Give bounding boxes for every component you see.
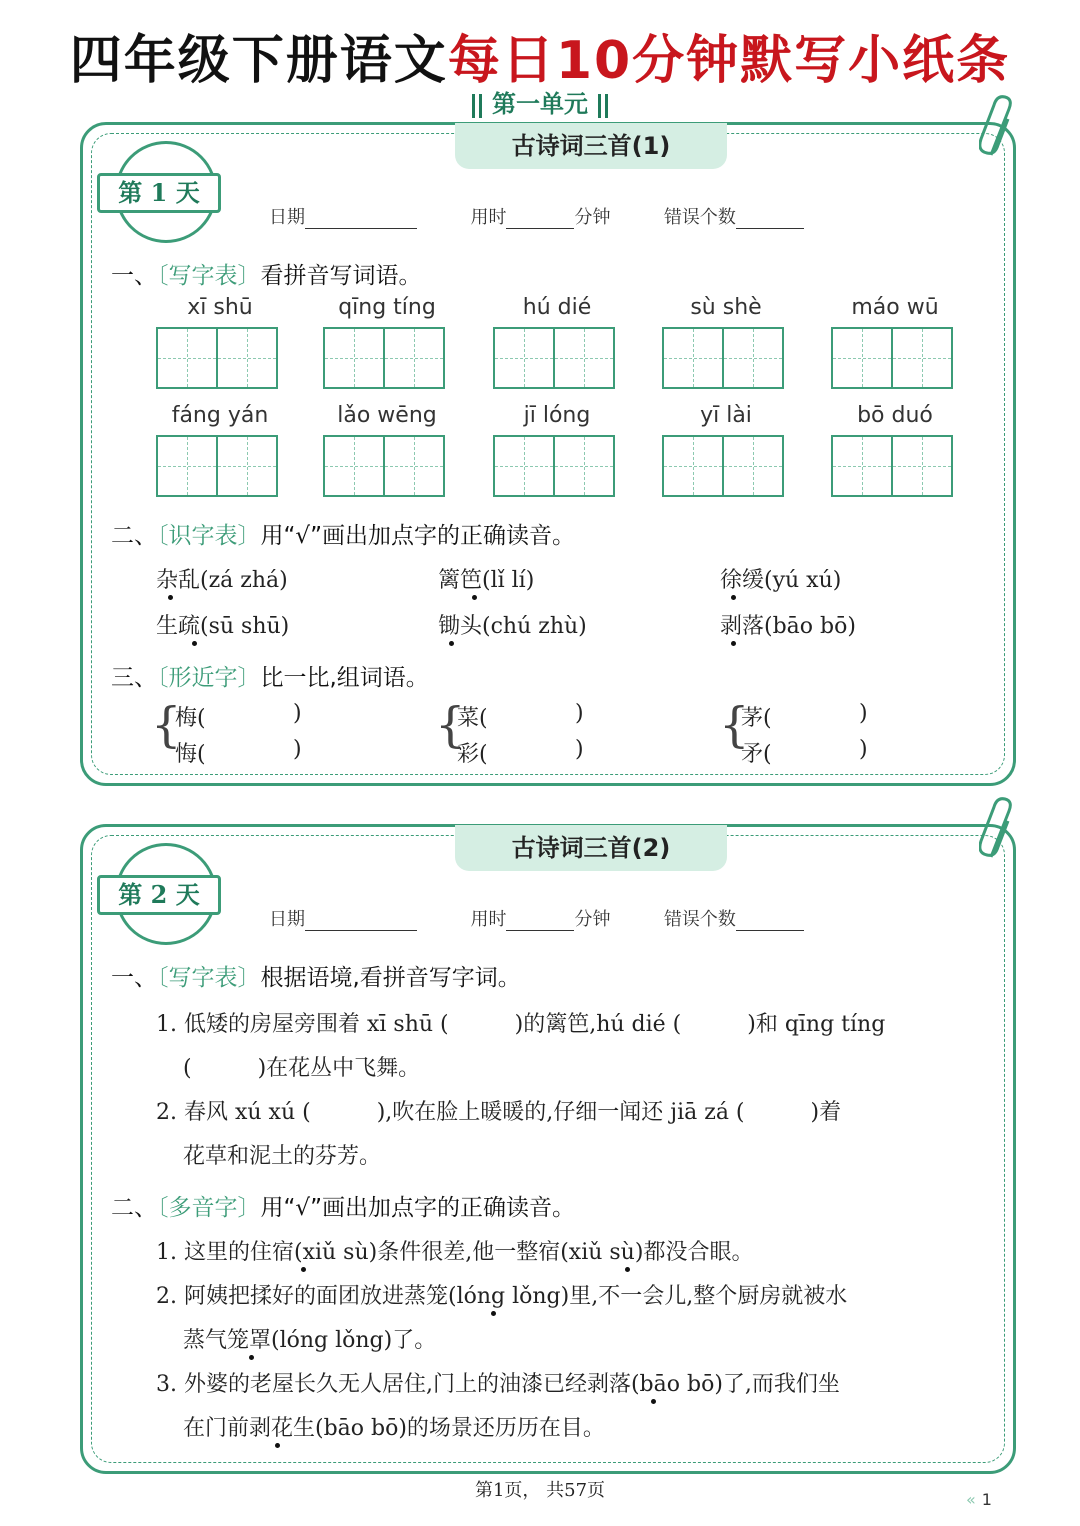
day1-title: 古诗词三首(1)	[455, 123, 727, 169]
time-blank[interactable]	[506, 911, 574, 931]
unit-label	[0, 84, 1080, 119]
grid-cell[interactable]	[216, 327, 278, 389]
grid-cell[interactable]	[156, 435, 218, 497]
pair-close: )	[293, 701, 302, 726]
pinyin-item	[323, 403, 451, 497]
emphasis-dot	[449, 641, 454, 646]
pair-word: 悔(	[175, 742, 206, 767]
unit-text: 第一单元	[492, 89, 588, 118]
day1-section1-heading	[111, 257, 422, 290]
emphasis-dot	[731, 595, 736, 600]
double-chevron-left-icon: «	[966, 1490, 976, 1509]
grid-cell[interactable]	[216, 435, 278, 497]
section-number: 一、	[111, 263, 157, 289]
time-label: 用时	[470, 207, 507, 228]
grid-cell[interactable]	[493, 327, 555, 389]
section-number: 二、	[111, 1195, 157, 1221]
grid-cell[interactable]	[722, 435, 784, 497]
unit-bar-left	[472, 94, 475, 118]
section-text: 根据语境,看拼音写字词。	[260, 965, 521, 991]
pinyin-item	[323, 295, 451, 389]
day1-meta	[269, 203, 804, 229]
grid-cell[interactable]	[722, 327, 784, 389]
section-tag: 〔形近字〕	[157, 665, 261, 691]
section-tag: 〔识字表〕	[157, 523, 261, 549]
emphasis-dot	[168, 595, 173, 600]
errors-label: 错误个数	[663, 207, 736, 228]
pinyin-text: máo wū	[851, 295, 939, 320]
grid-cell[interactable]	[383, 327, 445, 389]
unit-bar-right-2	[605, 94, 608, 118]
pair-close: )	[859, 701, 868, 726]
emphasis-dot	[192, 641, 197, 646]
page-title-red: 每日10分钟默写小纸条	[447, 31, 1011, 91]
grid-cell[interactable]	[323, 327, 385, 389]
question-line[interactable]: 1. 低矮的房屋旁围着 xī shū ( )的篱笆,hú dié ( )和 qīng tíng	[156, 1012, 886, 1037]
pinyin-text: bō duó	[857, 403, 933, 428]
section-text: 比一比,组词语。	[260, 665, 429, 691]
grid-cell[interactable]	[553, 435, 615, 497]
writing-grid[interactable]	[831, 435, 959, 497]
section-tag: 〔多音字〕	[157, 1195, 261, 1221]
reading-item[interactable]: 篱笆(lǐ lí)	[438, 568, 535, 593]
emphasis-dot	[301, 1267, 306, 1272]
day2-meta	[269, 905, 804, 931]
pair-word: 菜(	[457, 706, 488, 731]
pinyin-text: yī lài	[700, 403, 752, 428]
pinyin-text: qīng tíng	[338, 295, 436, 320]
errors-label: 错误个数	[663, 909, 736, 930]
section-number: 三、	[111, 665, 157, 691]
section-text: 用“√”画出加点字的正确读音。	[260, 523, 575, 549]
pinyin-item	[493, 403, 621, 497]
section-number: 二、	[111, 523, 157, 549]
grid-cell[interactable]	[493, 435, 555, 497]
writing-grid[interactable]	[493, 435, 621, 497]
time-blank[interactable]	[506, 209, 574, 229]
pinyin-item	[156, 403, 284, 497]
writing-grid[interactable]	[831, 327, 959, 389]
pair-word: 矛(	[741, 742, 772, 767]
brace-icon: {	[151, 697, 182, 753]
polyphone-line[interactable]: 在门前剥花生(bāo bō)的场景还历历在目。	[183, 1416, 605, 1441]
reading-item[interactable]: 徐缓(yú xú)	[720, 568, 842, 593]
pair-close: )	[575, 701, 584, 726]
writing-grid[interactable]	[156, 327, 284, 389]
reading-item[interactable]: 生疏(sū shū)	[156, 614, 290, 639]
pinyin-text: hú dié	[522, 295, 592, 320]
page-title-black: 四年级下册语文	[69, 31, 448, 91]
pair-word: 梅(	[175, 706, 206, 731]
paperclip-icon	[979, 95, 1019, 165]
date-blank[interactable]	[305, 209, 417, 229]
question-line[interactable]: ( )在花丛中飞舞。	[183, 1056, 421, 1081]
emphasis-dot	[249, 1355, 254, 1360]
page-footer: 第1页， 共57页	[474, 1480, 606, 1501]
question-line[interactable]: 2. 春风 xú xú ( ),吹在脸上暖暖的,仔细一闻还 jiā zá ( )着	[156, 1100, 842, 1125]
writing-grid[interactable]	[493, 327, 621, 389]
errors-blank[interactable]	[736, 911, 804, 931]
section-tag: 〔写字表〕	[157, 965, 261, 991]
brace-icon: {	[719, 697, 750, 753]
day1-section3-heading	[111, 659, 429, 692]
pair-word: 彩(	[457, 742, 488, 767]
grid-cell[interactable]	[662, 435, 724, 497]
minutes-label: 分钟	[574, 207, 611, 228]
polyphone-line[interactable]: 3. 外婆的老屋长久无人居住,门上的油漆已经剥落(bāo bō)了,而我们坐	[156, 1372, 840, 1397]
emphasis-dot	[491, 1311, 496, 1316]
errors-blank[interactable]	[736, 209, 804, 229]
grid-cell[interactable]	[323, 435, 385, 497]
time-label: 用时	[470, 909, 507, 930]
section-text: 看拼音写词语。	[260, 263, 422, 289]
date-label: 日期	[269, 207, 305, 228]
section-number: 一、	[111, 965, 157, 991]
grid-cell[interactable]	[891, 327, 953, 389]
writing-grid[interactable]	[323, 327, 451, 389]
writing-grid[interactable]	[156, 435, 284, 497]
pinyin-item	[831, 295, 959, 389]
section-tag: 〔写字表〕	[157, 263, 261, 289]
pair-close: )	[859, 737, 868, 762]
unit-bar-right	[598, 94, 601, 118]
pinyin-text: jī lóng	[523, 403, 591, 428]
day1-card	[80, 122, 1016, 786]
pinyin-item	[831, 403, 959, 497]
badge-banner: 第 2 天	[97, 875, 221, 915]
emphasis-dot	[275, 1443, 280, 1448]
polyphone-line[interactable]: 2. 阿姨把揉好的面团放进蒸笼(lóng lǒng)里,不一会儿,整个厨房就被水	[156, 1284, 848, 1309]
pair-close: )	[575, 737, 584, 762]
grid-cell[interactable]	[831, 327, 893, 389]
grid-cell[interactable]	[831, 435, 893, 497]
pinyin-item	[662, 295, 790, 389]
polyphone-line[interactable]: 蒸气笼罩(lóng lǒng)了。	[183, 1328, 437, 1353]
polyphone-line[interactable]: 1. 这里的住宿(xiǔ sù)条件很差,他一整宿(xiǔ sù)都没合眼。	[156, 1240, 754, 1265]
minutes-label: 分钟	[574, 909, 611, 930]
brace-icon: {	[435, 697, 466, 753]
pinyin-item	[156, 295, 284, 389]
grid-cell[interactable]	[383, 435, 445, 497]
pinyin-text: xī shū	[187, 295, 253, 320]
emphasis-dot	[651, 1399, 656, 1404]
page-number-text: 1	[981, 1490, 992, 1509]
paperclip-icon	[979, 797, 1019, 867]
day2-section1-heading	[111, 959, 521, 992]
pinyin-text: fáng yán	[171, 403, 269, 428]
reading-item[interactable]: 锄头(chú zhù)	[438, 614, 587, 639]
date-label: 日期	[269, 909, 305, 930]
pinyin-item	[493, 295, 621, 389]
day2-section2-heading	[111, 1189, 575, 1222]
grid-cell[interactable]	[156, 327, 218, 389]
day1-section2-heading	[111, 517, 575, 550]
page-title	[0, 18, 1080, 93]
grid-cell[interactable]	[662, 327, 724, 389]
emphasis-dot	[472, 595, 477, 600]
reading-item[interactable]: 剥落(bāo bō)	[720, 614, 856, 639]
writing-grid[interactable]	[662, 435, 790, 497]
question-line[interactable]: 花草和泥土的芬芳。	[183, 1144, 382, 1169]
writing-grid[interactable]	[323, 435, 451, 497]
day2-card	[80, 824, 1016, 1474]
reading-item[interactable]: 杂乱(zá zhá)	[156, 568, 288, 593]
pair-close: )	[293, 737, 302, 762]
day2-title: 古诗词三首(2)	[455, 825, 727, 871]
pinyin-text: lǎo wēng	[337, 403, 437, 428]
grid-cell[interactable]	[553, 327, 615, 389]
grid-cell[interactable]	[891, 435, 953, 497]
pinyin-text: sù shè	[690, 295, 762, 320]
section-text: 用“√”画出加点字的正确读音。	[260, 1195, 575, 1221]
page-number	[966, 1490, 992, 1509]
date-blank[interactable]	[305, 911, 417, 931]
writing-grid[interactable]	[662, 327, 790, 389]
emphasis-dot	[731, 641, 736, 646]
pair-word: 茅(	[741, 706, 772, 731]
unit-bar-left-2	[479, 94, 482, 118]
day1-badge	[97, 141, 221, 245]
emphasis-dot	[625, 1267, 630, 1272]
badge-banner: 第 1 天	[97, 173, 221, 213]
pinyin-item	[662, 403, 790, 497]
day2-badge	[97, 843, 221, 947]
